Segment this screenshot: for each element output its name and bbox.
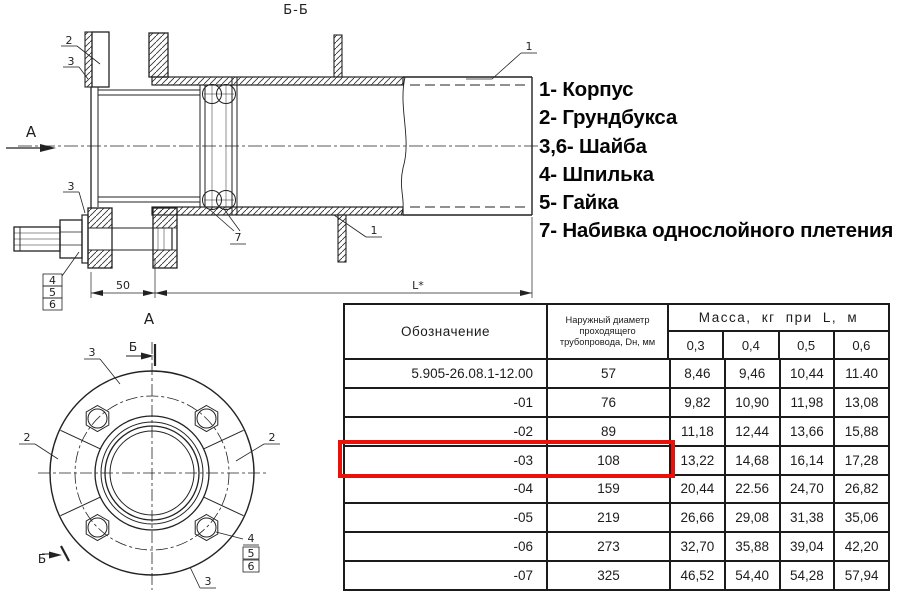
svg-text:3: 3 (88, 346, 96, 359)
cell-mass: 24,70 (779, 476, 834, 503)
cell-designation: -05 (513, 510, 533, 526)
callout-3-bottom (190, 567, 216, 588)
callout-3-top (63, 55, 88, 79)
cell-diameter: 273 (546, 533, 669, 560)
section-mark-bottom (38, 546, 69, 566)
table-header (345, 305, 888, 358)
cell-mass: 32,70 (669, 533, 724, 560)
cell-mass: 15,88 (833, 418, 888, 445)
svg-text:5: 5 (247, 547, 255, 560)
svg-text:2: 2 (65, 34, 73, 47)
cell-designation: -03 (513, 452, 533, 468)
svg-text:2: 2 (268, 431, 276, 444)
legend-item: 1- Корпус (539, 78, 634, 101)
view-a-arrow (6, 123, 56, 152)
callout-2-right (236, 431, 280, 461)
dim-length: L* (412, 279, 424, 292)
cell-mass: 11,98 (779, 389, 834, 416)
cell-mass: 13,08 (833, 389, 888, 416)
cell-designation: -07 (513, 568, 533, 584)
cell-mass: 35,88 (724, 533, 779, 560)
svg-text:1: 1 (525, 40, 533, 53)
svg-text:1: 1 (370, 224, 378, 237)
cell-mass: 14,68 (724, 447, 779, 474)
fin-top (334, 35, 342, 77)
legend-item: 4- Шпилька (539, 162, 654, 186)
cell-mass: 42,20 (833, 533, 888, 560)
cell-designation: -04 (513, 481, 533, 497)
cell-designation: -06 (513, 539, 533, 555)
housing-flange-top (149, 33, 168, 77)
col-header-mass: Масса, кг при L, м (669, 305, 888, 332)
table-row (345, 560, 888, 589)
svg-text:4: 4 (247, 532, 255, 545)
packing-rings (203, 85, 236, 210)
stud-assembly (14, 208, 177, 268)
cell-mass: 39,04 (779, 533, 834, 560)
flange-view (0, 300, 340, 595)
cell-mass: 20,44 (669, 476, 724, 503)
cell-mass: 10,90 (724, 389, 779, 416)
svg-text:5: 5 (49, 286, 56, 299)
table-row (345, 358, 888, 387)
section-title: Б-Б (283, 3, 309, 18)
svg-text:6: 6 (49, 298, 56, 311)
svg-text:Б: Б (37, 552, 47, 566)
cell-diameter: 219 (546, 504, 669, 531)
cell-mass: 13,22 (669, 447, 724, 474)
cell-mass: 8,46 (669, 360, 724, 387)
cell-diameter: 108 (546, 447, 669, 474)
parts-legend (539, 76, 899, 246)
cell-designation: -01 (513, 394, 533, 410)
legend-item: 3,6- Шайба (539, 134, 647, 158)
cell-mass: 57,94 (833, 562, 888, 589)
table-row (345, 531, 888, 560)
length-col: 0,6 (833, 332, 888, 358)
dim-50: 50 (116, 279, 130, 292)
cell-designation: -02 (513, 423, 533, 439)
view-a-label: А (25, 123, 37, 141)
svg-text:3: 3 (67, 55, 75, 68)
callout-456-flange (216, 532, 259, 573)
callout-1-top (466, 40, 537, 79)
section-mark-top (126, 340, 155, 366)
cell-diameter: 325 (546, 562, 669, 589)
legend-item: 7- Набивка однослойного плетения (539, 219, 894, 243)
cell-mass: 17,28 (833, 447, 888, 474)
length-col: 0,5 (778, 332, 833, 358)
length-col: 0,4 (722, 332, 777, 358)
cell-mass: 10,44 (779, 360, 834, 387)
cell-mass: 54,40 (724, 562, 779, 589)
svg-text:2: 2 (23, 431, 31, 444)
cell-diameter: 76 (546, 389, 669, 416)
cell-mass: 12,44 (724, 418, 779, 445)
cell-mass: 29,08 (724, 504, 779, 531)
length-col: 0,3 (686, 337, 705, 353)
cell-mass: 11,18 (669, 418, 724, 445)
cell-mass: 11.40 (833, 360, 888, 387)
cell-mass: 35,06 (833, 504, 888, 531)
cell-mass: 9,82 (669, 389, 724, 416)
callout-3-mid (63, 180, 85, 213)
col-header-diameter: Наружный диаметр проходящего трубопровода, Dн, мм (546, 305, 667, 358)
cell-diameter: 159 (546, 476, 669, 503)
svg-text:3: 3 (204, 575, 212, 588)
cell-designation: 5.905-26.08.1-12.00 (411, 365, 533, 381)
cell-mass: 22.56 (724, 476, 779, 503)
gland-top (85, 32, 109, 87)
svg-text:4: 4 (49, 274, 56, 287)
table-row (345, 387, 888, 416)
table-row (345, 502, 888, 531)
svg-text:3: 3 (67, 180, 75, 193)
cell-diameter: 89 (546, 418, 669, 445)
callout-2-left (19, 431, 58, 459)
cell-mass: 26,66 (669, 504, 724, 531)
flange-view-title: А (143, 310, 155, 328)
cell-mass: 9,46 (724, 360, 779, 387)
highlight-rectangle (338, 440, 675, 478)
col-header-designation: Обозначение (401, 324, 490, 339)
cell-mass: 54,28 (779, 562, 834, 589)
cell-mass: 26,82 (833, 476, 888, 503)
svg-text:Б: Б (128, 340, 138, 354)
section-view (0, 0, 545, 311)
legend-item: 5- Гайка (539, 191, 619, 215)
legend-item: 2- Грундбукса (539, 106, 678, 130)
cell-diameter: 57 (546, 360, 669, 387)
cell-mass: 13,66 (779, 418, 834, 445)
col-header-mass-group (667, 305, 888, 358)
cell-mass: 46,52 (669, 562, 724, 589)
cell-mass: 16,14 (779, 447, 834, 474)
length-subheader (669, 332, 888, 358)
svg-text:7: 7 (234, 231, 242, 244)
cell-mass: 31,38 (779, 504, 834, 531)
svg-text:6: 6 (247, 560, 255, 573)
